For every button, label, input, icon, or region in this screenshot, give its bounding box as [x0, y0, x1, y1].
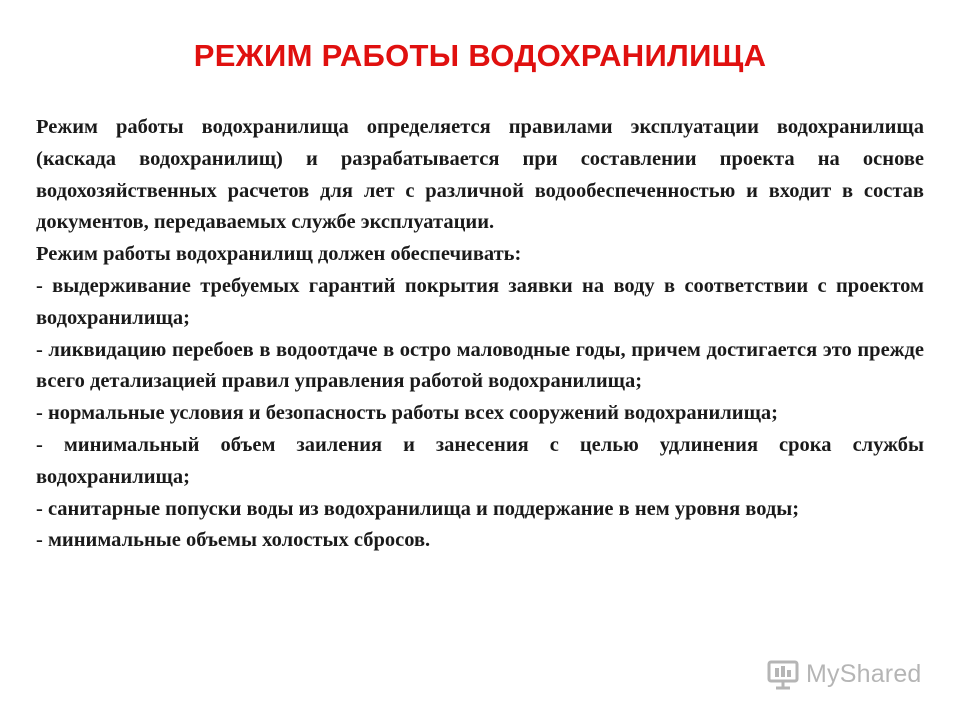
watermark — [766, 656, 922, 692]
list-item-siltation: - минимальный объем заиления и занесения с целью удлинения срока службы водохранилища; — [36, 433, 924, 488]
paragraph-lead-in: Режим работы водохранилищ должен обеспечивать: — [36, 243, 522, 266]
presentation-screen-icon — [766, 657, 800, 691]
list-item-interruptions: - ликвидацию перебоев в водоотдаче в остро маловодные годы, причем достигается это прежде всего детализацией правил управления работой водохранилища; — [36, 338, 924, 393]
paragraph-intro: Режим работы водохранилища определяется правилами эксплуатации водохранилища (каскада водохранилищ) и разрабатывается при составлении проекта на основе водохозяйственных расчетов для лет с различной водообеспеченностью и входит в состав документов, передаваемых службе эксплуатации. — [36, 116, 924, 234]
watermark-text: MyShared — [806, 659, 922, 688]
list-item-idle-discharge: - минимальные объемы холостых сбросов. — [36, 529, 431, 552]
list-item-sanitary: - санитарные попуски воды из водохранилища и поддержание в нем уровня воды; — [36, 497, 800, 520]
slide-body — [36, 112, 924, 557]
list-item-safety: - нормальные условия и безопасность работы всех сооружений водохранилища; — [36, 402, 778, 425]
list-item-guarantees: - выдерживание требуемых гарантий покрытия заявки на воду в соответствии с проектом водохранилища; — [36, 274, 924, 329]
slide-title: РЕЖИМ РАБОТЫ ВОДОХРАНИЛИЩА — [193, 38, 767, 73]
